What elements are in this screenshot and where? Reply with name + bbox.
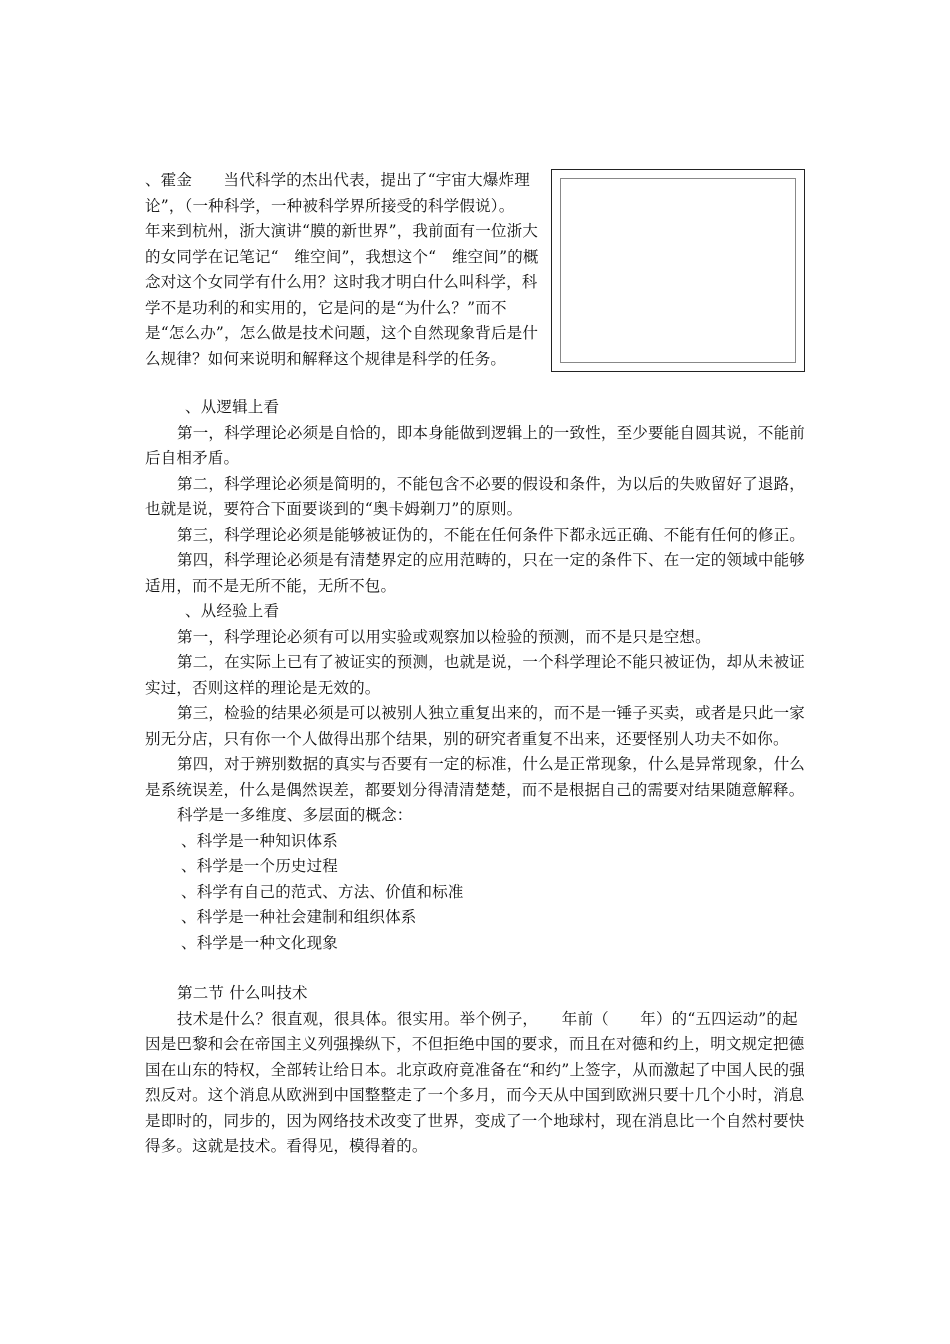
logic-heading: 、从逻辑上看: [185, 398, 280, 416]
dimension-item-4: 、科学是一种社会建制和组织体系: [181, 908, 417, 926]
main-text-block: [145, 395, 810, 1160]
dimensions-lead: 科学是一多维度、多层面的概念：: [177, 806, 413, 824]
dimension-item-5: 、科学是一种文化现象: [181, 933, 339, 952]
image-placeholder-inner: [560, 178, 796, 363]
dimension-item-2: 、科学是一个历史过程: [181, 857, 339, 875]
dimension-item-3: 、科学有自己的范式、方法、价值和标准: [181, 882, 464, 901]
section2-body: 技术是什么？很直观，很具体。很实用。举个例子， 年前（ 年）的“五四运动”的起因是巴黎和会在帝国主义列强操纵下，不但拒绝中国的要求，而且在对德和约上，明文规定把德国在山东的特权，全部转让给日本。北京政府竟准备在“和约”上签字，从而激起了中国人民的强烈反对。这个消息从欧洲到中国整整走了一个多月，而今天从中国到欧洲只要十几个小时，消息是即时的，同步的，因为网络技术改变了世界，变成了一个地球村，现在消息比一个自然村要快得多。这就是技术。看得见，模得着的。: [145, 1009, 805, 1155]
experience-item-2: 第二，在实际上已有了被证实的预测，也就是说，一个科学理论不能只被证伪，却从未被证实过，否则这样的理论是无效的。: [145, 653, 806, 697]
image-placeholder-frame: [551, 169, 805, 372]
intro-paragraph: 、霍金 当代科学的杰出代表，提出了“宇宙大爆炸理论”，（一种科学，一种被科学界所接受的科学假说）。 年来到杭州，浙大演讲“膜的新世界”，我前面有一位浙大的女同学在记笔记“ 维空间”，我想这个“ 维空间”的概念对这个女同学有什么用？这时我才明白什么叫科学，科学不是功利的和实用的，它是问的是“为什么？”而不是“怎么办”，怎么做是技术问题，这个自然现象背后是什么规律？如何来说明和解释这个规律是科学的任务。: [145, 171, 539, 368]
section2-title: 第二节 什么叫技术: [177, 984, 308, 1002]
experience-heading: 、从经验上看: [185, 602, 280, 620]
logic-item-2: 第二，科学理论必须是简明的，不能包含不必要的假设和条件，为以后的失败留好了退路，也就是说，要符合下面要谈到的“奥卡姆剃刀”的原则。: [145, 474, 806, 518]
experience-item-1: 第一，科学理论必须有可以用实验或观察加以检验的预测，而不是只是空想。: [177, 627, 711, 646]
logic-item-4: 第四，科学理论必须是有清楚界定的应用范畴的，只在一定的条件下、在一定的领域中能够适用，而不是无所不能，无所不包。: [145, 551, 806, 595]
logic-item-1: 第一，科学理论必须是自恰的，即本身能做到逻辑上的一致性，至少要能自圆其说，不能前后自相矛盾。: [145, 423, 806, 467]
experience-item-3: 第三，检验的结果必须是可以被别人独立重复出来的，而不是一锤子买卖，或者是只此一家别无分店，只有你一个人做得出那个结果，别的研究者重复不出来，还要怪别人功夫不如你。: [145, 704, 806, 748]
intro-paragraph-block: [145, 168, 545, 372]
logic-item-3: 第三，科学理论必须是能够被证伪的，不能在任何条件下都永远正确、不能有任何的修正。: [177, 525, 806, 544]
section-spacer: [145, 956, 810, 981]
experience-item-4: 第四，对于辨别数据的真实与否要有一定的标准，什么是正常现象，什么是异常现象，什么是系统误差，什么是偶然误差，都要划分得清清楚楚，而不是根据自己的需要对结果随意解释。: [145, 755, 806, 799]
dimension-item-1: 、科学是一种知识体系: [181, 831, 339, 850]
